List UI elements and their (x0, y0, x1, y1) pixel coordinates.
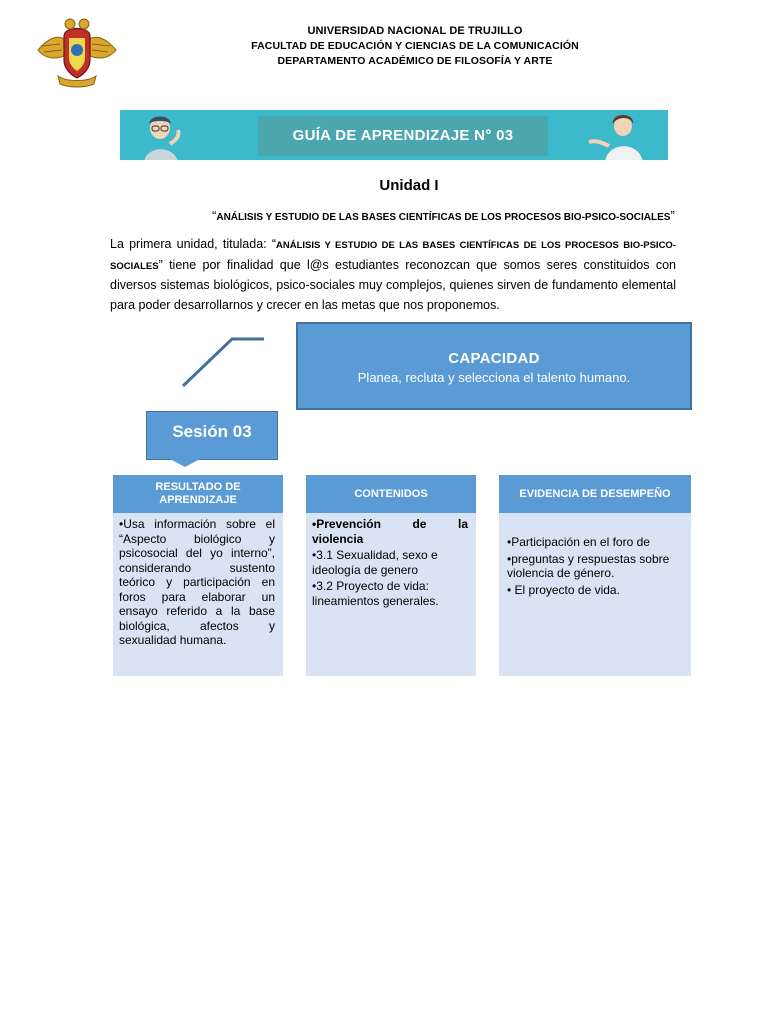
unit-subtitle (212, 208, 675, 223)
subtitle-open-quote: “ (212, 208, 217, 223)
university-name: UNIVERSIDAD NACIONAL DE TRUJILLO (307, 25, 523, 37)
contenidos-item-1-cont: violencia (312, 531, 364, 546)
department-name: DEPARTAMENTO ACADÉMICO DE FILOSOFÍA Y ARTE (277, 55, 553, 67)
resultado-body (113, 513, 283, 676)
evidencia-item-3: • El proyecto de vida. (507, 582, 620, 597)
session-callout (146, 411, 278, 460)
faculty-name: FACULTAD DE EDUCACIÓN Y CIENCIAS DE LA COMUNICACIÓN (251, 40, 579, 52)
evidencia-body (499, 513, 691, 676)
capacidad-text: Planea, recluta y selecciona el talento humano. (357, 370, 631, 385)
evidencia-item-2: •preguntas y respuestas sobre violencia de género. (507, 551, 670, 580)
university-crest-logo (34, 16, 120, 88)
capacidad-title: CAPACIDAD (448, 350, 540, 367)
banner-title: GUÍA DE APRENDIZAJE N° 03 (292, 127, 514, 144)
banner-title-box (258, 116, 548, 156)
intro-lead: La primera unidad, titulada: (110, 237, 272, 251)
contenidos-header: CONTENIDOS (306, 475, 476, 513)
unit-title: Unidad I (379, 177, 439, 194)
intro-paragraph (110, 235, 676, 315)
intro-close-quote: ” (158, 257, 163, 272)
session-label: Sesión 03 (172, 422, 252, 441)
contenidos-column (306, 475, 476, 676)
connector-line (175, 330, 275, 395)
teacher-illustration-right (585, 112, 650, 160)
guide-banner (120, 110, 668, 160)
resultado-header: RESULTADO DE APRENDIZAJE (113, 475, 283, 513)
intro-quoted-title: ANÁLISIS Y ESTUDIO DE LAS BASES CIENTÍFICAS DE LOS PROCESOS BIO-PSICO-SOCIALES (110, 240, 676, 272)
evidencia-item-1: •Participación en el foro de (507, 535, 650, 549)
intro-open-quote: “ (271, 237, 276, 251)
evidencia-header: EVIDENCIA DE DESEMPEÑO (499, 475, 691, 513)
intro-rest: tiene por finalidad que l@s estudiantes reconozcan que somos seres constituidos con diversos sistemas biológicos, psico-sociales muy complejos, quienes sirven de fundamento elemental para poder desarrollarnos y crecer en las metas que nos proponemos. (110, 257, 676, 312)
subtitle-text: ANÁLISIS Y ESTUDIO DE LAS BASES CIENTÍFICAS DE LOS PROCESOS BIO-PSICO-SOCIALES (216, 212, 671, 223)
contenidos-item-3: •3.2 Proyecto de vida: lineamientos generales. (312, 579, 439, 608)
institution-header (120, 24, 710, 69)
session-callout-pointer (168, 458, 202, 467)
resultado-column (113, 475, 283, 676)
student-illustration-left (140, 114, 190, 160)
contenidos-item-2: •3.1 Sexualidad, sexo e ideología de genero (312, 548, 438, 577)
evidencia-column (499, 475, 691, 676)
resultado-text: •Usa información sobre el “Aspecto biológico y psicosocial del yo interno”, considerando sustento teórico y participación en foros para elaborar un ensayo referido a la base biológica, afectos y sexualidad humana. (119, 517, 275, 647)
capacidad-box (296, 322, 692, 410)
subtitle-close-quote: ” (670, 208, 675, 223)
contenidos-item-1: •Prevención de la (312, 517, 468, 531)
contenidos-body (306, 513, 476, 676)
